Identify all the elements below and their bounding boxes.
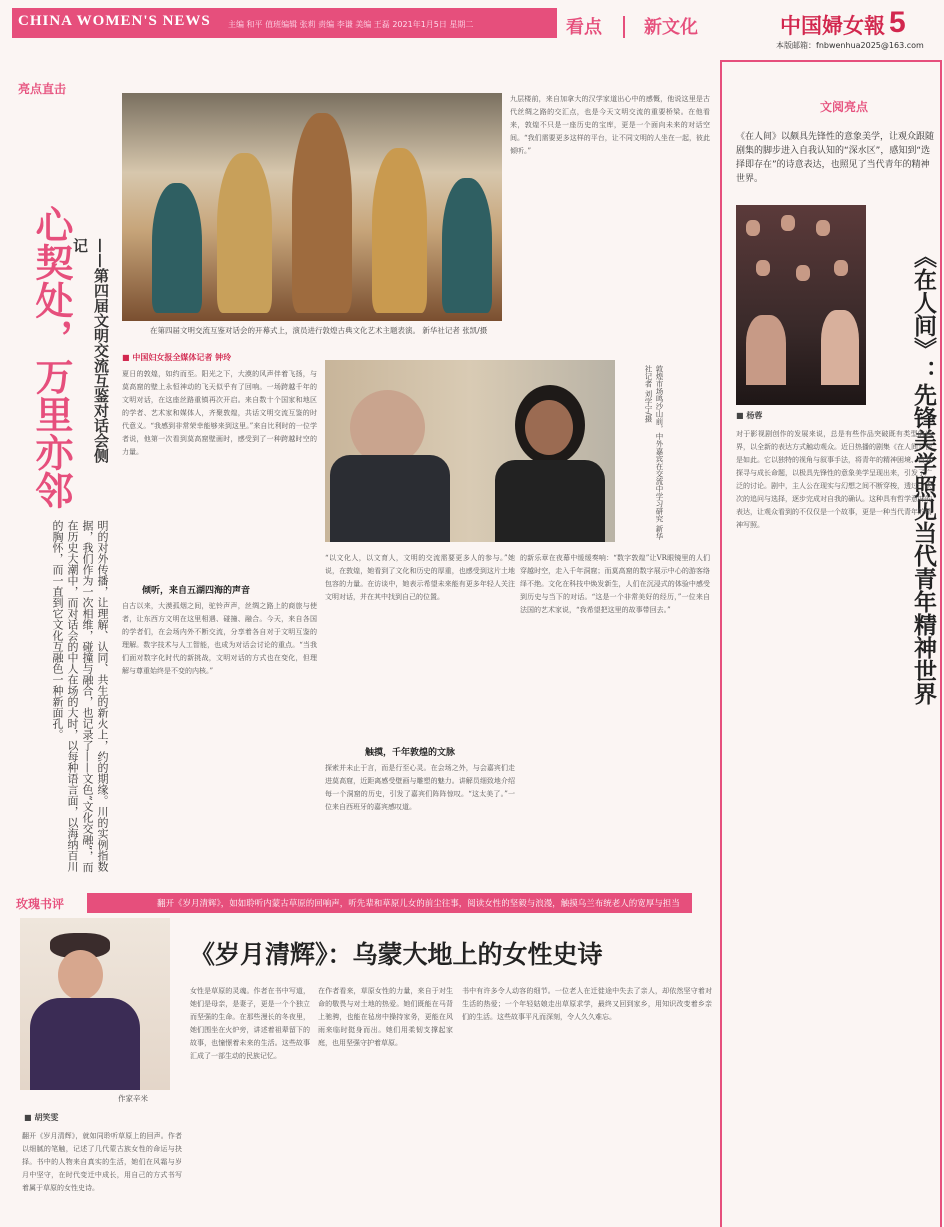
lower-story-banner [87,893,692,913]
story-subheadline: ——第四届文明交流互鉴对话会侧记 [71,238,110,463]
article-column: “以文化人，以文育人，文明的交流需要更多人的参与。”她说，在敦煌，她看到了文化和历史的厚重，也感受到这片土地包容的力量。在访谈中，她表示希望未来能有更多年轻人关注文明对话，并在其中找到自己的位置。 [325,554,515,601]
article-column: 探索并未止于言，而是行至心灵。在会场之外，与会嘉宾们走进莫高窟，近距离感受壁画与雕塑的魅力。讲解员细致地介绍每一个洞窟的历史，引发了嘉宾们阵阵惊叹。“这太美了。”一位来自西班牙的嘉宾感叹道。 [325,764,515,811]
lower-story-byline: ■ 胡笑雯 [24,1113,59,1122]
article-column: 在作者看来，草原女性的力量，来自于对生命的敬畏与对土地的热爱。她们既能在马背上驰骋，也能在毡房中操持家务，更能在风雨来临时挺身而出。她们用柔韧支撑起家庭，也用坚强守护着草原。 [318,987,453,1047]
author-photo-caption: 作家辛米 [118,1094,148,1103]
lower-story-headline: 《岁月清辉》：乌蒙大地上的女性史诗 [190,940,603,969]
lower-story-banner-text: 翻开《岁月清辉》，如如聆听内蒙古草原的回响声，听先辈和草原儿女的前尘往事，阅读女性的坚毅与浪漫，触摸乌兰布统老人的宽厚与担当 [157,899,680,909]
story-byline: ■ 中国妇女报全媒体记者 钟玲 [122,353,232,362]
page-number: 5 [889,6,906,39]
story-headline: 心契处，万里亦邻 [29,205,74,509]
article-column: 的新乐章在夜幕中缓缓奏响：“数字敦煌”让VR眼镜里的人们穿越时空，走入千年洞窟；而莫高窟的数字展示中心的游客络绎不绝。文化在科技中焕发新生，人们在沉浸式的体验中感受到历史与当下的对话。“这是一个非常美好的经历，”一位来自法国的艺术家说，“我希望把这里的故事带回去。” [520,554,710,614]
article-column: 九层楼前，来自加拿大的汉学家道出心中的感慨，他说这里是古代丝绸之路的交汇点，也是今天文明交流的重要桥梁。在他看来，敦煌不只是一座历史的宝库，更是一个面向未来的对话空间。“我们需要更多这样的平台，让不同文明的人坐在一起，彼此倾听。” [510,95,710,155]
author-portrait-photo [20,918,170,1090]
newspaper-logo: 中国婦女報 [780,13,885,38]
issue-info: 主编 和平 值班编辑 张莉 责编 李谦 美编 王磊 2021年1月5日 星期二 [228,20,474,29]
photo-caption: 在第四届文明交流互鉴对话会的开幕式上，演员进行敦煌古典文化艺术主题表演。 新华社记者 张凯/摄 [150,326,488,335]
section-heading: 触摸，千年敦煌的文脉 [365,748,456,758]
section-divider [623,16,625,38]
section-label-secondary: 新文化 [644,17,698,38]
lower-story-tag: 玫瑰书评 [16,897,65,911]
right-story-byline: ■ 杨蓉 [736,411,763,420]
article-column: 书中有许多令人动容的细节。一位老人在迁徙途中失去了亲人，却依然坚守着对生活的热爱；一个年轻姑娘走出草原求学，最终又回到家乡，用知识改变着乡亲们的生活。这些故事平凡而深刻，令人久久难忘。 [462,987,712,1021]
section-heading: 倾听，来自五湖四海的声音 [142,586,251,596]
right-story-quote: 《在人间》以颇具先锋性的意象美学，让观众跟随剧集的脚步进入自我认知的“深水区”，感知到“选择即存在”的诗意表达，也照见了当代青年的精神世界。 [736,132,935,184]
section-email: 本版邮箱：fnbwenhua2025@163.com [776,41,924,50]
article-column: 自古以来，大漠孤烟之间，驼铃声声，丝绸之路上的商旅与使者，让东西方文明在这里相遇、碰撞、融合。今天，来自各国的学者们，在会场内外不断交流，分享着各自对于文明互鉴的理解。数字技术与人工智能，也成为对话会讨论的重点。“当我们面对数字化时代的新挑战，文明对话的方式也在变化，但理解与尊重始终是不变的内核。” [122,602,317,675]
right-story-body: 对于影视剧创作的发展来说，总是有些作品突破既有类型的边界，以全新的表达方式触动观众。近日热播的剧集《在人间》便是如此。它以独特的视角与叙事手法，将青年的精神困境、自我探寻与成长命题，以极具先锋性的意象美学呈现出来，引发了广泛的讨论。剧中，主人公在现实与幻想之间不断穿梭，透过一次次的追问与选择，逐步完成对自我的确认。这种具有哲学意味的表达，让观众看到的不仅仅是一个故事，更是一种当代青年的精神写照。 [736,430,932,529]
drama-poster [736,205,866,405]
dance-performance-photo [122,93,502,321]
photo-caption-vertical: 敦煌市场鸣沙山前，中外嘉宾在交流中学习研究 新华社记者 刘学宁/摄 [644,365,664,540]
article-column: 夏日的敦煌，如约而至。阳光之下，大漠的风声伴着飞扬，与莫高窟的壁上永恒神动的飞天似乎有了回响。一场跨越千年的文明对话，在这座丝路重镇再次开启。来自数十个国家和地区的学者、艺术家和媒体人，齐聚敦煌，共话文明交流互鉴的时代意义。“我感到非常荣幸能够来到这里。”来自比利时的一位学者说，他第一次看到莫高窟壁画时，感受到了一种跨越时空的力量。 [122,370,317,456]
story-tag: 亮点直击 [18,82,67,96]
article-column: 女性是草原的灵魂。作者在书中写道，她们是母亲，是妻子，更是一个个独立而坚强的生命。在那些漫长的冬夜里，她们围坐在火炉旁，讲述着祖辈留下的故事，也憧憬着未来的生活。这些故事汇成了一部生动的民族记忆。 [190,987,310,1060]
paper-name: CHINA WOMEN'S NEWS [18,13,211,29]
story-deck: 明的对外传播，让理解、认同、共生的新火上，约的期缘。川的实例指数据，我们作为一次相维，碰撞与融合，也记录了——文色“文化交融”，而在历史大潮中，而对话会的中人在场的大时，以每种语言面，以海纳百川的胸怀，而一直到它文化互融色一种新面孔。 [51,520,109,873]
masthead [0,0,944,50]
right-story-headline: 《在人间》：先锋美学照见当代青年精神世界 [910,245,937,705]
article-column: 翻开《岁月清辉》，就如同聆听草原上的回声。作者以细腻的笔触，记述了几代蒙古族女性的命运与抉择。书中的人物来自真实的生活，她们在风霜与岁月中坚守，在时代变迁中成长，用自己的方式书写着属于草原的女性史诗。 [22,1132,182,1192]
section-label-primary: 看点 [566,17,602,38]
right-story-tag: 文阅亮点 [820,100,869,114]
